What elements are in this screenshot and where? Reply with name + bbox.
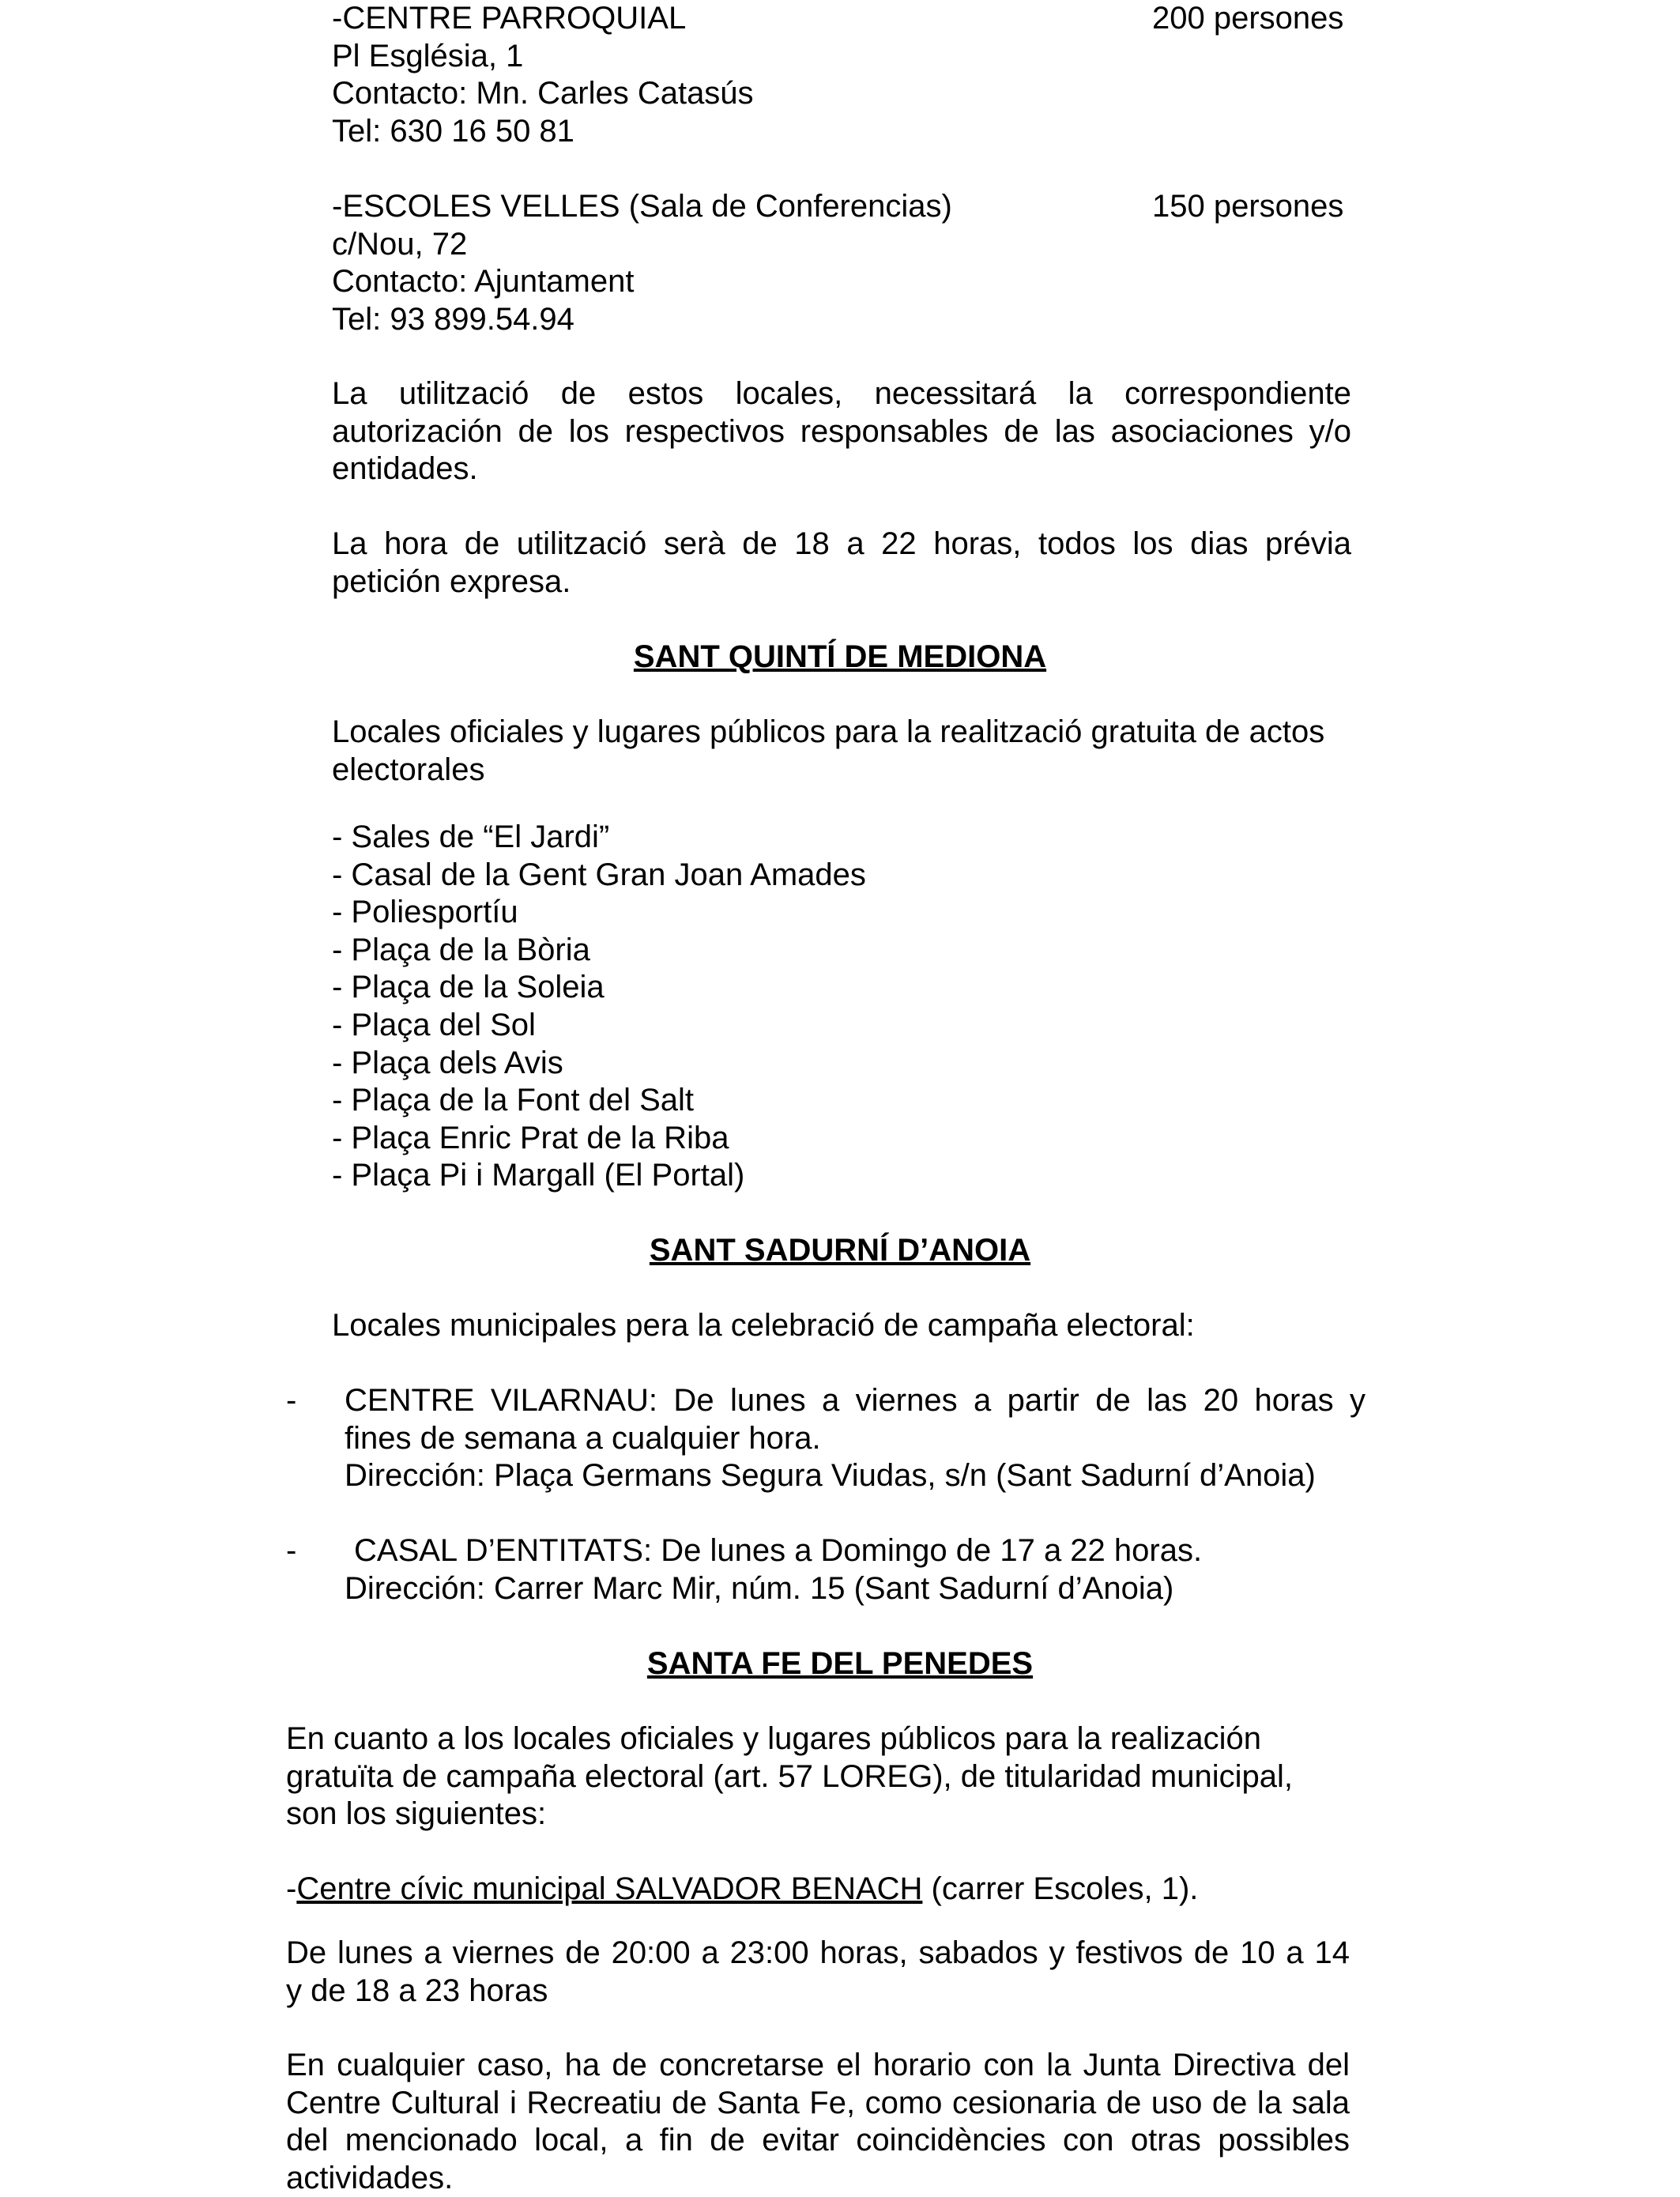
venue-address: Pl Església, 1 — [332, 38, 524, 73]
list-item: - Plaça Pi i Margall (El Portal) — [332, 1158, 745, 1193]
venue-centre-parroquial — [332, 0, 754, 150]
paragraph-line: gratuïta de campaña electoral (art. 57 LOREG), de titularidad municipal, — [286, 1758, 1293, 1794]
paragraph-line: La hora de utilització serà de 18 a 22 horas, todos los dias prévia — [332, 526, 1351, 561]
venue-phone: Tel: 93 899.54.94 — [332, 301, 574, 337]
paragraph-line: y de 18 a 23 horas — [286, 1973, 548, 2008]
usage-hours-paragraph — [332, 526, 1351, 601]
paragraph-line: En cuanto a los locales oficiales y lugares públicos para la realización — [286, 1721, 1262, 1756]
entry-line: CASAL D’ENTITATS: De lunes a Domingo de 17 a 22 horas. — [354, 1533, 1203, 1568]
authorization-paragraph — [332, 375, 1351, 488]
santafe-paragraph-3 — [286, 2047, 1350, 2197]
paragraph-line: Locales oficiales y lugares públicos para la realització gratuita de actos — [332, 714, 1325, 749]
paragraph-line: autorización de los respectivos responsables de las asociaciones y/o — [332, 413, 1351, 449]
centre-prefix: - — [286, 1871, 297, 1906]
list-item: - Sales de “El Jardi” — [332, 820, 610, 854]
entry-address: Dirección: Carrer Marc Mir, núm. 15 (Sant Sadurní d’Anoia) — [345, 1570, 1174, 1606]
venue-name: -ESCOLES VELLES (Sala de Conferencias) — [332, 189, 952, 224]
list-item: - Plaça Enric Prat de la Riba — [332, 1120, 729, 1155]
list-item: - Plaça de la Font del Salt — [332, 1083, 695, 1118]
paragraph-line: Centre Cultural i Recreatiu de Santa Fe, como cesionaria de uso de la sala — [286, 2085, 1350, 2120]
entry-address: Dirección: Plaça Germans Segura Viudas, s/n (Sant Sadurní d’Anoia) — [345, 1458, 1316, 1494]
paragraph-line: La utilització de estos locales, necessitará la correspondiente — [332, 376, 1351, 411]
entry-line: CENTRE VILARNAU: De lunes a viernes a partir de las 20 horas y — [345, 1383, 1365, 1418]
santafe-paragraph-2 — [286, 1935, 1350, 2010]
list-item: - Casal de la Gent Gran Joan Amades — [332, 857, 866, 892]
list-item: - Plaça del Sol — [332, 1007, 536, 1042]
paragraph-line: son los siguientes: — [286, 1796, 547, 1832]
sadurni-entry-casal — [345, 1532, 1202, 1607]
list-item: - Plaça de la Bòria — [332, 932, 590, 967]
venue-phone: Tel: 630 16 50 81 — [332, 113, 574, 149]
list-item: - Plaça de la Soleia — [332, 970, 605, 1005]
section-heading-sant-quinti: SANT QUINTÍ DE MEDIONA — [633, 639, 1047, 674]
paragraph-line: En cualquier caso, ha de concretarse el horario con la Junta Directiva del — [286, 2048, 1350, 2082]
list-item: - Plaça dels Avis — [332, 1045, 563, 1080]
quinti-intro — [332, 714, 1324, 789]
paragraph-line: petición expresa. — [332, 563, 571, 599]
paragraph-line: actividades. — [286, 2160, 454, 2195]
list-item: - Poliesportíu — [332, 895, 518, 930]
venue-name: -CENTRE PARROQUIAL — [332, 1, 687, 36]
venue-capacity: 200 persones — [1152, 1, 1344, 36]
centre-address: (carrer Escoles, 1). — [922, 1871, 1199, 1906]
venue-escoles-velles — [332, 188, 952, 338]
santafe-centre-line — [286, 1871, 1198, 1909]
section-heading-santa-fe: SANTA FE DEL PENEDES — [646, 1646, 1034, 1681]
venue-address: c/Nou, 72 — [332, 226, 468, 262]
centre-name: Centre cívic municipal SALVADOR BENACH — [296, 1871, 923, 1906]
venue-capacity: 150 persones — [1152, 189, 1344, 224]
entry-line: fines de semana a cualquier hora. — [345, 1420, 821, 1456]
venue-contact: Contacto: Ajuntament — [332, 264, 635, 300]
sadurni-intro: Locales municipales pera la celebració de campaña electoral: — [332, 1308, 1195, 1343]
paragraph-line: entidades. — [332, 451, 478, 487]
quinti-venue-list — [332, 819, 866, 1195]
santafe-paragraph-1 — [286, 1720, 1293, 1833]
venue-contact: Contacto: Mn. Carles Catasús — [332, 76, 754, 111]
list-dash: - — [286, 1533, 297, 1568]
paragraph-line: electorales — [332, 752, 485, 787]
list-dash: - — [286, 1383, 297, 1418]
paragraph-line: del mencionado local, a fin de evitar coincidències con otras possibles — [286, 2123, 1350, 2158]
section-heading-sant-sadurni: SANT SADURNÍ D’ANOIA — [649, 1233, 1031, 1268]
paragraph-line: De lunes a viernes de 20:00 a 23:00 horas, sabados y festivos de 10 a 14 — [286, 1935, 1350, 1970]
sadurni-entry-vilarnau — [345, 1382, 1365, 1495]
